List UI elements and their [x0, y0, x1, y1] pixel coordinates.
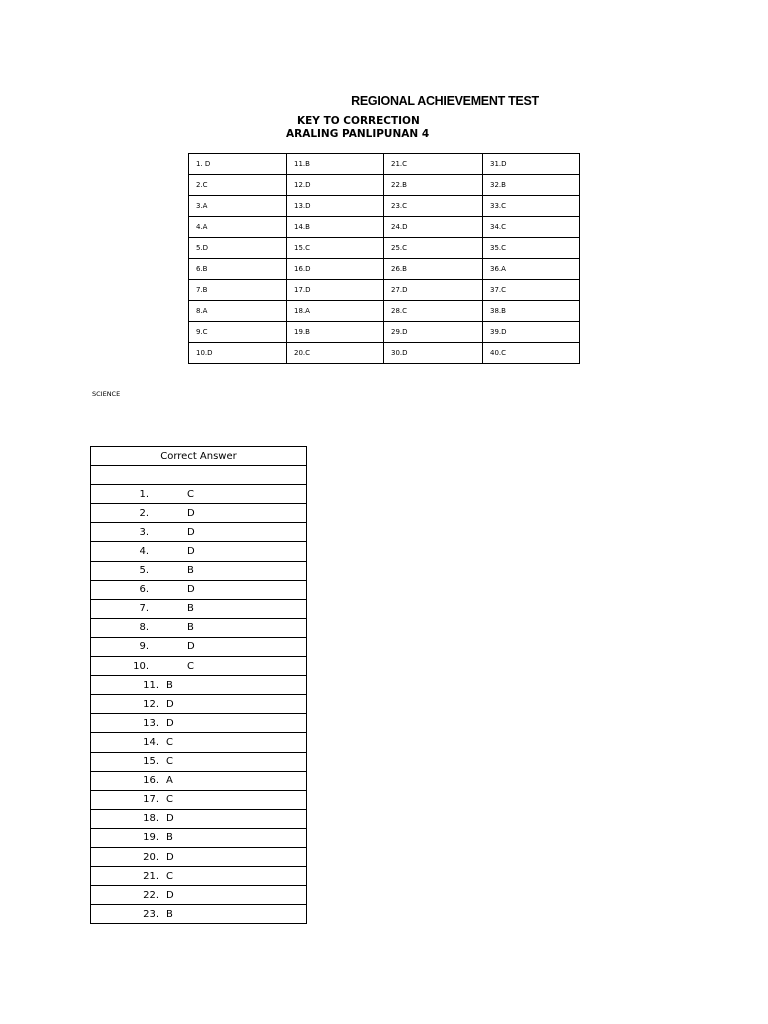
item-number: 22.: [143, 889, 159, 901]
item-answer: D: [187, 507, 195, 519]
key-cell: 21.C: [384, 154, 483, 175]
answer-cell: [91, 599, 307, 618]
table-row: [91, 637, 307, 656]
item-answer: D: [166, 813, 174, 825]
table-row: [91, 580, 307, 599]
item-answer: C: [166, 870, 173, 882]
item-answer: B: [187, 603, 194, 615]
key-cell: 3.A: [189, 196, 287, 217]
key-cell: 4.A: [189, 217, 287, 238]
table-row: [91, 847, 307, 866]
key-cell: 10.D: [189, 343, 287, 364]
key-cell: 26.B: [384, 259, 483, 280]
answer-cell: [91, 618, 307, 637]
table-row: [189, 280, 580, 301]
item-answer: B: [166, 832, 173, 844]
key-cell: 16.D: [287, 259, 384, 280]
item-number: 9.: [139, 641, 149, 653]
item-answer: C: [187, 488, 194, 500]
answer-cell: [91, 637, 307, 656]
item-number: 3.: [139, 526, 149, 538]
item-number: 15.: [143, 756, 159, 768]
table-row: [189, 238, 580, 259]
item-number: 1.: [139, 488, 149, 500]
item-answer: C: [187, 660, 194, 672]
section-label: SCIENCE: [92, 390, 121, 398]
answer-cell: [91, 886, 307, 905]
item-number: 13.: [143, 717, 159, 729]
key-cell: 19.B: [287, 322, 384, 343]
item-answer: A: [166, 775, 173, 787]
item-answer: D: [166, 851, 174, 863]
key-cell: 39.D: [483, 322, 580, 343]
key-cell: 20.C: [287, 343, 384, 364]
key-cell: 15.C: [287, 238, 384, 259]
table-row: [91, 618, 307, 637]
document-title: REGIONAL ACHIEVEMENT TEST: [351, 94, 539, 108]
answer-cell: [91, 771, 307, 790]
key-cell: 1. D: [189, 154, 287, 175]
answer-cell: [91, 504, 307, 523]
table-row: [91, 676, 307, 695]
item-answer: D: [187, 526, 195, 538]
item-number: 11.: [143, 679, 159, 691]
item-answer: D: [166, 889, 174, 901]
table-row: [91, 752, 307, 771]
key-cell: 31.D: [483, 154, 580, 175]
answer-cell: [91, 485, 307, 504]
key-cell: 25.C: [384, 238, 483, 259]
answer-cell: [91, 657, 307, 676]
key-cell: 36.A: [483, 259, 580, 280]
item-answer: B: [166, 908, 173, 920]
item-answer: D: [166, 717, 174, 729]
item-number: 10.: [133, 660, 149, 672]
answer-cell: [91, 847, 307, 866]
key-cell: 18.A: [287, 301, 384, 322]
key-cell: 23.C: [384, 196, 483, 217]
key-cell: 30.D: [384, 343, 483, 364]
answer-cell: [91, 523, 307, 542]
table-row: [91, 523, 307, 542]
item-number: 5.: [139, 565, 149, 577]
item-answer: B: [166, 679, 173, 691]
item-number: 4.: [139, 546, 149, 558]
item-number: 14.: [143, 736, 159, 748]
table-row: [91, 886, 307, 905]
item-number: 12.: [143, 698, 159, 710]
item-answer: B: [187, 565, 194, 577]
key-cell: 13.D: [287, 196, 384, 217]
key-cell: 34.C: [483, 217, 580, 238]
table-row: [189, 175, 580, 196]
answer-cell: [91, 809, 307, 828]
key-cell: 11.B: [287, 154, 384, 175]
table-row: [189, 196, 580, 217]
answer-cell: [91, 733, 307, 752]
table-row: [91, 733, 307, 752]
table-row: [91, 485, 307, 504]
item-answer: D: [187, 546, 195, 558]
key-cell: 38.B: [483, 301, 580, 322]
item-answer: B: [187, 622, 194, 634]
answer-cell: [91, 867, 307, 886]
subtitle-line-1: KEY TO CORRECTION: [297, 115, 420, 127]
item-number: 7.: [139, 603, 149, 615]
answer-cell: [91, 714, 307, 733]
key-cell: 33.C: [483, 196, 580, 217]
table-row: [189, 343, 580, 364]
table-header-row: [91, 447, 307, 466]
blank-cell: [91, 466, 307, 485]
table-row: [91, 714, 307, 733]
table-row: [189, 322, 580, 343]
key-cell: 7.B: [189, 280, 287, 301]
item-number: 19.: [143, 832, 159, 844]
key-cell: 9.C: [189, 322, 287, 343]
table-row: [91, 828, 307, 847]
key-cell: 5.D: [189, 238, 287, 259]
key-cell: 29.D: [384, 322, 483, 343]
table-row: [91, 542, 307, 561]
table-row: [91, 561, 307, 580]
table-row: [189, 259, 580, 280]
key-cell: 2.C: [189, 175, 287, 196]
key-cell: 35.C: [483, 238, 580, 259]
item-number: 23.: [143, 908, 159, 920]
key-cell: 17.D: [287, 280, 384, 301]
answer-cell: [91, 561, 307, 580]
answer-cell: [91, 752, 307, 771]
document-subtitle: [286, 115, 429, 141]
key-cell: 8.A: [189, 301, 287, 322]
item-number: 6.: [139, 584, 149, 596]
table-row: [189, 217, 580, 238]
key-cell: 32.B: [483, 175, 580, 196]
table-row: [189, 301, 580, 322]
table-row: [91, 504, 307, 523]
table-blank-row: [91, 466, 307, 485]
answer-cell: [91, 580, 307, 599]
item-number: 17.: [143, 794, 159, 806]
item-answer: D: [187, 584, 195, 596]
item-number: 8.: [139, 622, 149, 634]
key-cell: 12.D: [287, 175, 384, 196]
item-number: 18.: [143, 813, 159, 825]
table-row: [91, 771, 307, 790]
answer-cell: [91, 695, 307, 714]
table-row: [91, 657, 307, 676]
correct-answer-table: [90, 446, 307, 924]
answer-cell: [91, 676, 307, 695]
table-row: [91, 599, 307, 618]
answer-cell: [91, 542, 307, 561]
item-answer: C: [166, 736, 173, 748]
item-answer: D: [166, 698, 174, 710]
table-row: [91, 695, 307, 714]
key-cell: 14.B: [287, 217, 384, 238]
table-row: [91, 905, 307, 924]
answer-cell: [91, 828, 307, 847]
item-number: 21.: [143, 870, 159, 882]
key-cell: 27.D: [384, 280, 483, 301]
table-row: [91, 867, 307, 886]
answer-key-table: [188, 153, 580, 364]
table-row: [91, 790, 307, 809]
key-cell: 6.B: [189, 259, 287, 280]
subtitle-line-2: ARALING PANLIPUNAN 4: [286, 128, 430, 140]
answer-cell: [91, 905, 307, 924]
item-number: 20.: [143, 851, 159, 863]
key-cell: 24.D: [384, 217, 483, 238]
answer-cell: [91, 790, 307, 809]
table-row: [91, 809, 307, 828]
key-cell: 40.C: [483, 343, 580, 364]
table-row: [189, 154, 580, 175]
item-answer: C: [166, 794, 173, 806]
item-number: 2.: [139, 507, 149, 519]
column-header: Correct Answer: [91, 447, 307, 466]
key-cell: 37.C: [483, 280, 580, 301]
key-cell: 28.C: [384, 301, 483, 322]
item-answer: C: [166, 756, 173, 768]
item-number: 16.: [143, 775, 159, 787]
key-cell: 22.B: [384, 175, 483, 196]
item-answer: D: [187, 641, 195, 653]
